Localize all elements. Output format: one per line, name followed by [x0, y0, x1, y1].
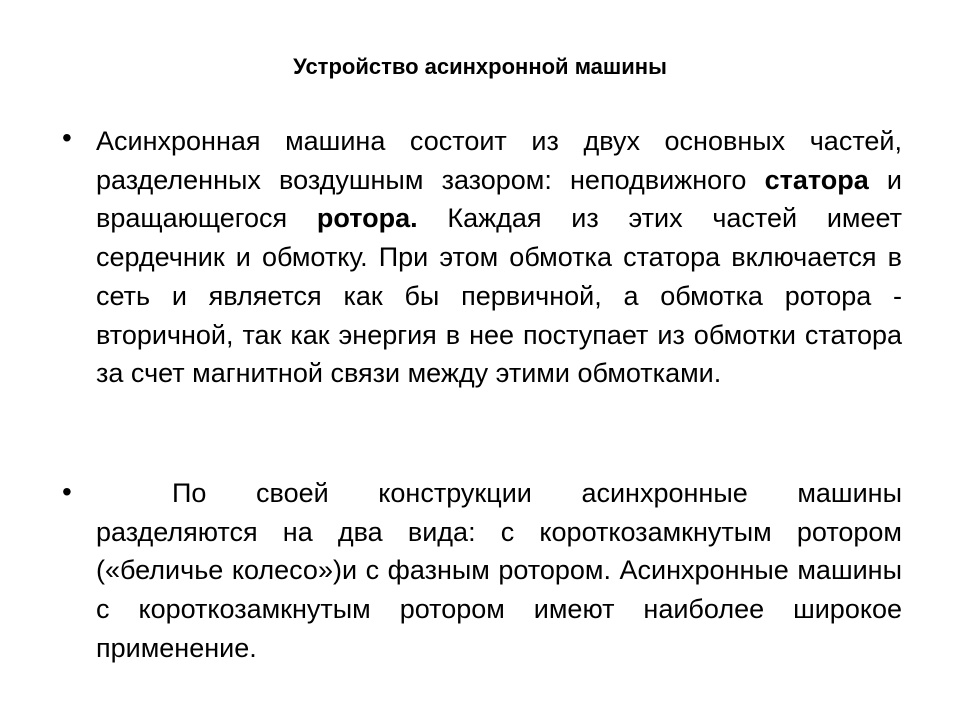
paragraph-1-text-b: и вращающегося	[96, 164, 902, 234]
bullet-marker-2: •	[62, 476, 72, 507]
bullet-paragraph-2	[96, 474, 902, 668]
term-rotor: ротора.	[316, 203, 418, 234]
bullet-paragraph-1	[96, 122, 902, 393]
paragraph-1-text-a: Асинхронная машина состоит из двух основных частей, разделенных воздушным зазором: неподвижного	[96, 126, 902, 195]
term-stator: статора	[764, 164, 869, 195]
paragraph-2-text: По своей конструкции асинхронные машины разделяются на два вида: с короткозамкнутым ротором («беличье колесо»)и с фазным ротором. Асинхронные машины с короткозамкнутым ротором имеют наиболее широкое применение.	[96, 478, 902, 663]
bullet-marker-1: •	[62, 122, 72, 153]
slide-title: Устройство асинхронной машины	[293, 54, 667, 79]
paragraph-1-text-c: Каждая из этих частей имеет сердечник и обмотку. При этом обмотка статора включается в сеть и является как бы первичной, а обмотка ротора - вторичной, так как энергия в нее поступает из обмотки статора за счет магнитной связи между этими обмотками.	[96, 203, 902, 389]
